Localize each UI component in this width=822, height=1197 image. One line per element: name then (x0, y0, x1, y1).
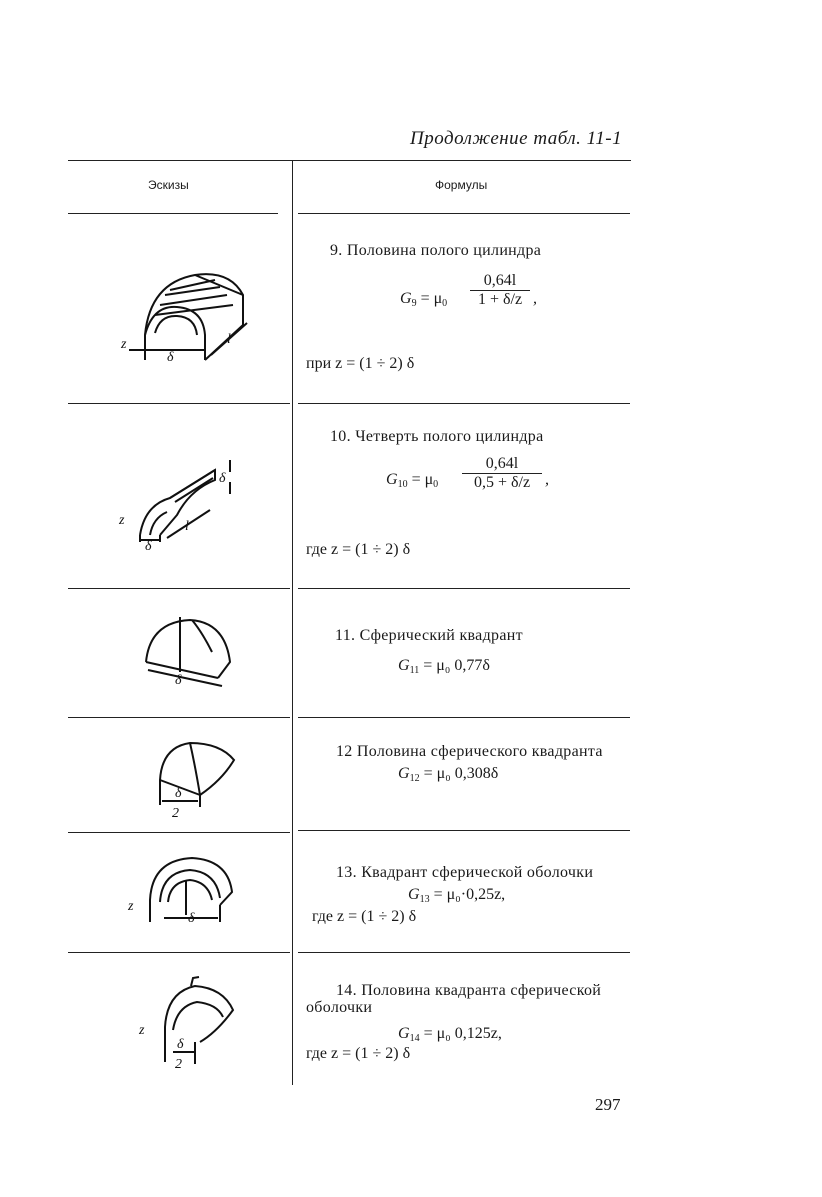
sketch-label-delta: δ (177, 1037, 184, 1052)
row-separator (298, 952, 630, 953)
formula-tail-9: , (533, 290, 537, 307)
row-separator (298, 830, 630, 831)
formula-title-14: 14. Половина квадранта сферической оболочки (306, 982, 602, 1016)
formula-lhs-9: $G_9 = \mu_0$ (400, 290, 448, 309)
row-separator (298, 403, 630, 404)
sketch-label-z: z (119, 513, 125, 528)
formula-14: $G_{14} = \mu_0$ 0,125z, (398, 1025, 502, 1044)
sketch-label-delta: δ (167, 350, 174, 365)
formula-12: $G_{12} = \mu_0$ 0,308δ (398, 765, 499, 784)
formula-13: $G_{13} = \mu_0\cdot 0,25z$, (408, 886, 506, 905)
condition-note-9: при z = (1 ÷ 2) δ (306, 355, 415, 372)
formula-fraction-10: $\frac{0,64l}{0,5 + \delta/z}$ (462, 455, 542, 492)
table-top-rule (68, 160, 631, 161)
formula-lhs-10: $G_{10} = \mu_0$ (386, 471, 439, 490)
sketch-label-two: 2 (175, 1057, 182, 1072)
sketch-label-delta: δ (145, 539, 152, 554)
condition-note-14: где z = (1 ÷ 2) δ (306, 1045, 411, 1062)
sketch-half-spherical-quadrant (150, 735, 245, 820)
page-number: 297 (595, 1095, 621, 1114)
sketch-label-length: l (185, 519, 189, 534)
sketch-label-delta: δ (175, 786, 182, 801)
row-separator (298, 717, 630, 718)
row-separator (68, 832, 290, 833)
column-header-formulas: Формулы (435, 178, 488, 192)
sketch-label-z: z (128, 899, 134, 914)
sketch-spherical-quadrant (140, 612, 240, 692)
formula-title-11: 11. Сферический квадрант (335, 627, 523, 644)
sketch-quarter-hollow-cylinder (115, 450, 245, 554)
column-divider (292, 160, 293, 1085)
sketch-label-z: z (139, 1023, 145, 1038)
formula-title-9: 9. Половина полого цилиндра (330, 242, 542, 259)
sketch-label-delta: δ (175, 673, 182, 688)
row-separator (68, 717, 290, 718)
header-bottom-rule-right (298, 213, 630, 214)
sketch-label-length: l (227, 332, 231, 347)
sketch-label-delta: δ (188, 911, 195, 926)
row-separator (68, 588, 290, 589)
table-continuation-caption: Продолжение табл. 11-1 (410, 128, 623, 149)
sketch-half-hollow-cylinder (115, 265, 265, 375)
sketch-half-spherical-shell-quadrant (135, 972, 245, 1072)
formula-fraction-9: $\frac{0,64l}{1 + \delta/z}$ (470, 272, 530, 309)
row-separator (68, 403, 290, 404)
column-header-sketches: Эскизы (148, 178, 189, 192)
header-bottom-rule-left (68, 213, 278, 214)
formula-tail-10: , (545, 471, 549, 488)
sketch-label-delta-height: δ (219, 471, 226, 486)
formula-title-10: 10. Четверть полого цилиндра (330, 428, 544, 445)
row-separator (68, 952, 290, 953)
formula-title-12: 12 Половина сферического квадранта (336, 743, 603, 760)
condition-note-13: где z = (1 ÷ 2) δ (312, 908, 417, 925)
sketch-spherical-shell-quadrant (128, 850, 243, 935)
row-separator (298, 588, 630, 589)
formula-title-13: 13. Квадрант сферической оболочки (336, 864, 594, 881)
sketch-label-two: 2 (172, 806, 179, 821)
condition-note-10: где z = (1 ÷ 2) δ (306, 541, 411, 558)
sketch-label-z: z (121, 337, 127, 352)
formula-11: $G_{11} = \mu_0$ 0,77δ (398, 657, 490, 676)
